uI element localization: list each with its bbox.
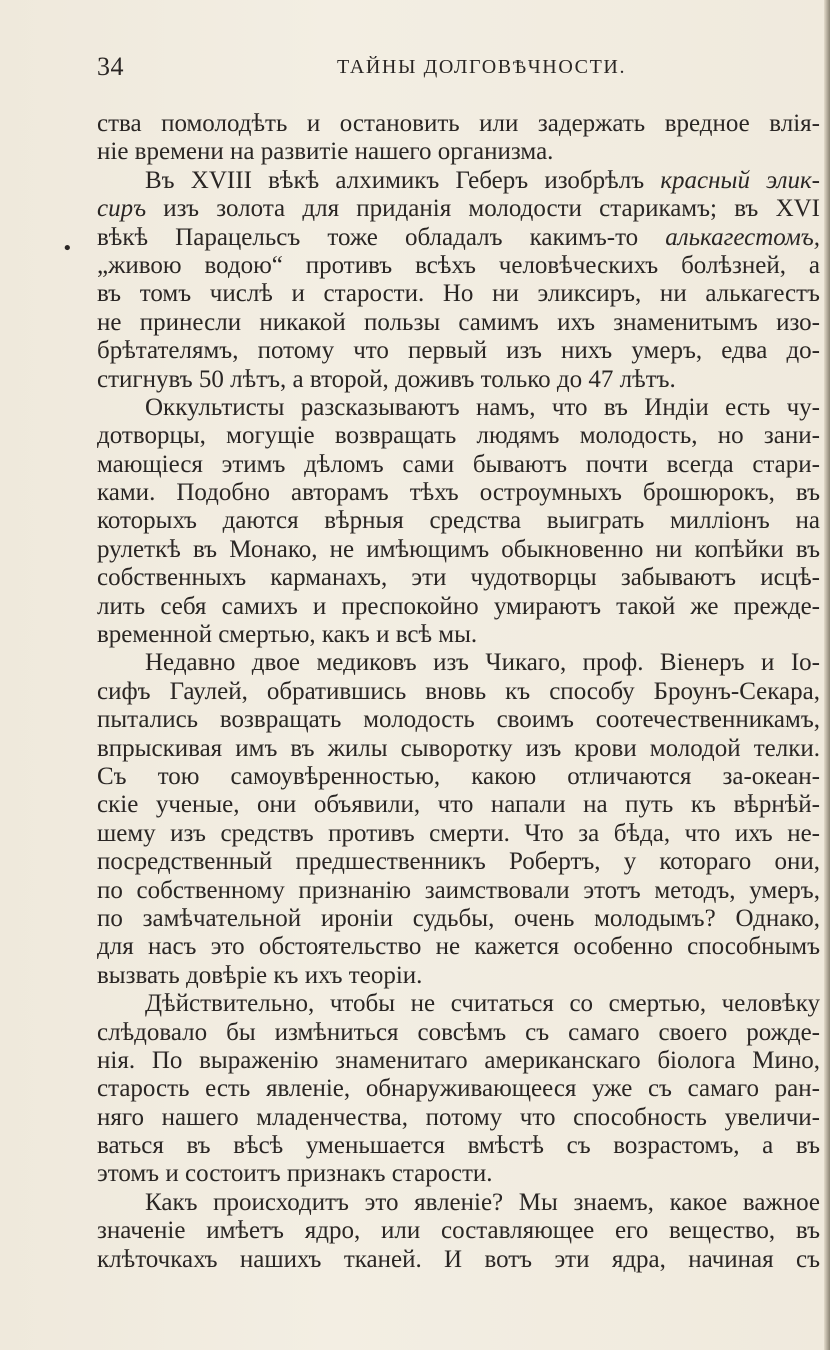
text-run: Въ XVIII вѣкѣ алхимикъ Геберъ изобрѣлъ <box>145 166 661 194</box>
text-run: не принесли никакой пользы самимъ ихъ знаменитымъ изо- <box>97 308 820 336</box>
text-line <box>97 422 820 450</box>
text-run: лить себя самихъ и преспокойно умираютъ такой же преждe- <box>97 592 820 620</box>
text-line <box>97 649 820 677</box>
text-run: вѣкѣ Парацельсъ тоже обладалъ какимъ-то <box>97 223 666 251</box>
text-run: впрыскивая имъ въ жилы сыворотку изъ крови молодой телки. <box>97 734 820 762</box>
text-line <box>97 1132 820 1160</box>
text-run: которыхъ даются вѣрныя средства выиграть милліонъ на <box>97 507 820 535</box>
text-run: Оккультисты разсказываютъ намъ, что въ Индіи есть чу- <box>145 393 820 421</box>
text-run: скіе ученые, они объявили, что напали на путь къ вѣрнѣй- <box>97 791 820 819</box>
text-line <box>97 479 820 507</box>
text-line <box>97 791 820 819</box>
text-run: ками. Подобно авторамъ тѣхъ остроумныхъ брошюрокъ, въ <box>97 479 820 507</box>
text-run: значеніе имѣетъ ядро, или составляющее его вещество, въ <box>97 1217 820 1245</box>
text-run: пытались возвращать молодость своимъ соотечественникамъ, <box>97 706 820 734</box>
text-line <box>97 451 820 479</box>
text-run: Съ тою самоувѣренностью, какою отличаются за-океан- <box>97 762 820 790</box>
text-line <box>97 252 820 280</box>
text-line <box>97 394 820 422</box>
text-line <box>97 933 820 961</box>
text-line <box>97 1075 820 1103</box>
text-line <box>97 678 820 706</box>
text-line <box>97 564 820 592</box>
text-line <box>97 110 820 138</box>
text-run: по замѣчательной ироніи судьбы, очень молодымъ? Однако, <box>97 904 820 932</box>
text-line <box>97 763 820 791</box>
margin-mark: • <box>62 238 73 259</box>
text-line <box>97 905 820 933</box>
text-run: шему изъ средствъ противъ смерти. Что за бѣда, что ихъ не- <box>97 819 820 847</box>
text-line <box>97 1217 820 1245</box>
text-line <box>97 507 820 535</box>
text-line <box>97 1019 820 1047</box>
text-run: Недавно двое медиковъ изъ Чикаго, проф. Віенеръ и Іо- <box>145 649 820 677</box>
text-line <box>97 848 820 876</box>
text-run: временной смертью, какъ и всѣ мы. <box>97 621 478 649</box>
italic-text: красный элик- <box>660 166 820 194</box>
text-line <box>97 536 820 564</box>
text-run: вызвать довѣріе къ ихъ теоріи. <box>97 961 423 989</box>
text-run: изъ золота для приданія молодости старикамъ; въ XVI <box>146 195 820 223</box>
text-run: старость есть явленіе, обнаруживающееся уже съ самаго ран- <box>97 1075 820 1103</box>
text-line <box>97 877 820 905</box>
text-run: ніе времени на развитіе нашего организма. <box>97 138 554 166</box>
text-run: мающіеся этимъ дѣломъ сами бываютъ почти всегда стари- <box>97 450 820 478</box>
text-run: ства помолодѣть и остановить или задержать вредное влія- <box>97 110 820 137</box>
text-line <box>97 1160 820 1188</box>
text-line <box>97 1189 820 1217</box>
text-run: этомъ и состоитъ признакъ старости. <box>97 1160 493 1188</box>
text-line <box>97 224 820 252</box>
text-run: нія. По выраженію знаменитаго американскаго біолога Мино, <box>97 1046 820 1074</box>
text-run: дотворцы, могущіе возвращать людямъ молодость, но зани- <box>97 422 820 450</box>
text-line <box>97 280 820 308</box>
text-line <box>97 1047 820 1075</box>
text-line <box>97 337 820 365</box>
italic-text: алькагестомъ, <box>665 223 820 251</box>
text-line <box>97 962 820 990</box>
text-run: „живою водою“ противъ всѣхъ человѣческихъ болѣзней, а <box>97 251 820 279</box>
text-line <box>97 621 820 649</box>
text-run: сифъ Гаулей, обратившись вновь къ способу Броунъ-Секара, <box>97 677 820 705</box>
text-line <box>97 167 820 195</box>
text-run: слѣдовало бы измѣниться совсѣмъ съ самаго своего рожде- <box>97 1018 820 1046</box>
text-run: для насъ это обстоятельство не кажется особенно способнымъ <box>97 933 820 961</box>
text-line <box>97 366 820 394</box>
text-line <box>97 735 820 763</box>
text-run: посредственный предшественникъ Робертъ, у котораго они, <box>97 848 820 876</box>
text-line <box>97 309 820 337</box>
text-line <box>97 706 820 734</box>
text-line <box>97 138 820 166</box>
text-run: собственныхъ карманахъ, эти чудотворцы забываютъ исцѣ- <box>97 564 820 592</box>
text-line <box>97 820 820 848</box>
text-run: брѣтателямъ, потому что первый изъ нихъ умеръ, едва до- <box>97 337 820 365</box>
page-edge <box>824 0 830 1350</box>
page-header <box>97 52 817 88</box>
text-line <box>97 195 820 223</box>
text-line <box>97 1246 820 1274</box>
text-run: рулеткѣ въ Монако, не имѣющимъ обыкновенно ни копѣйки въ <box>97 535 820 563</box>
text-run: Какъ происходитъ это явленіе? Мы знаемъ, какое важное <box>145 1188 820 1216</box>
text-line <box>97 593 820 621</box>
text-run: стигнувъ 50 лѣтъ, а второй, доживъ только до 47 лѣтъ. <box>97 365 676 393</box>
text-line <box>97 1104 820 1132</box>
running-title: ТАЙНЫ ДОЛГОВѢЧНОСТИ. <box>337 56 627 78</box>
body-text <box>97 110 820 1274</box>
text-run: по собственному признанію заимствовали этотъ методъ, умеръ, <box>97 876 820 904</box>
text-line <box>97 990 820 1018</box>
text-run: няго нашего младенчества, потому что способность увеличи- <box>97 1103 820 1131</box>
page-number: 34 <box>97 52 124 81</box>
text-run: ваться въ вѣсѣ уменьшается вмѣстѣ съ возрастомъ, а въ <box>97 1132 820 1160</box>
text-run: Дѣйствительно, чтобы не считаться со смертью, человѣку <box>145 990 820 1018</box>
text-run: въ томъ числѣ и старости. Но ни эликсиръ, ни алькагестъ <box>97 280 820 308</box>
italic-text: сиръ <box>97 195 147 223</box>
text-run: клѣточкахъ нашихъ тканей. И вотъ эти ядра, начиная съ <box>97 1245 820 1273</box>
